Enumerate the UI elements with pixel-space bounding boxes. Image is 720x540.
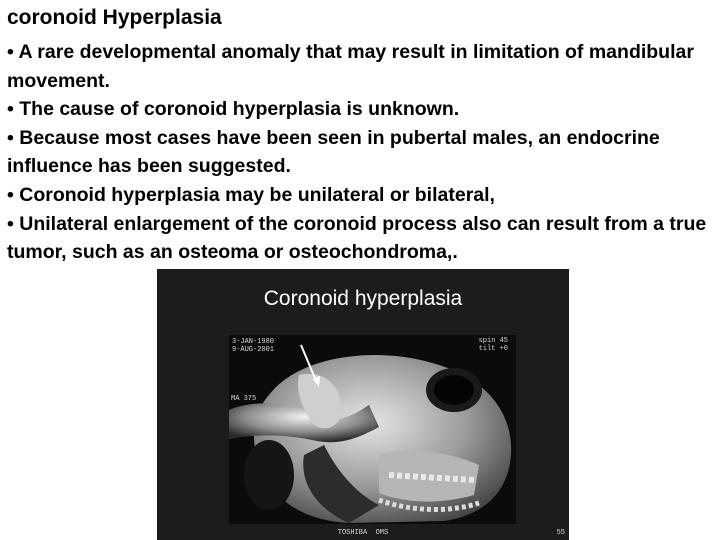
- bullet-item: • Unilateral enlargement of the coronoid process also can result from a true tumor, such as an osteoma or osteochondroma,.: [7, 212, 707, 264]
- bullet-item: • Because most cases have been seen in pubertal males, an endocrine influence has been suggested.: [7, 126, 660, 178]
- scan-manufacturer-label: TOSHIBA OMS: [337, 529, 389, 537]
- bullet-list: [7, 38, 719, 267]
- ct-scan-image: [229, 335, 516, 524]
- scan-date-label: 3-JAN-1980 9-AUG-2001: [232, 338, 275, 354]
- slide-title: coronoid Hyperplasia: [7, 6, 222, 29]
- figure-title: Coronoid hyperplasia: [263, 287, 463, 310]
- ct-figure: [157, 269, 569, 540]
- skull-3d-render: [229, 335, 516, 524]
- scan-spin-tilt-label: spin 45 tilt +0: [478, 337, 508, 353]
- bullet-item: • Coronoid hyperplasia may be unilateral or bilateral,: [7, 183, 495, 206]
- scan-corner-number: 55: [556, 529, 565, 537]
- bullet-item: • A rare developmental anomaly that may result in limitation of mandibular movement.: [7, 41, 694, 92]
- bullet-item: • The cause of coronoid hyperplasia is unknown.: [7, 98, 460, 121]
- scan-ma-label: MA 375: [231, 395, 257, 403]
